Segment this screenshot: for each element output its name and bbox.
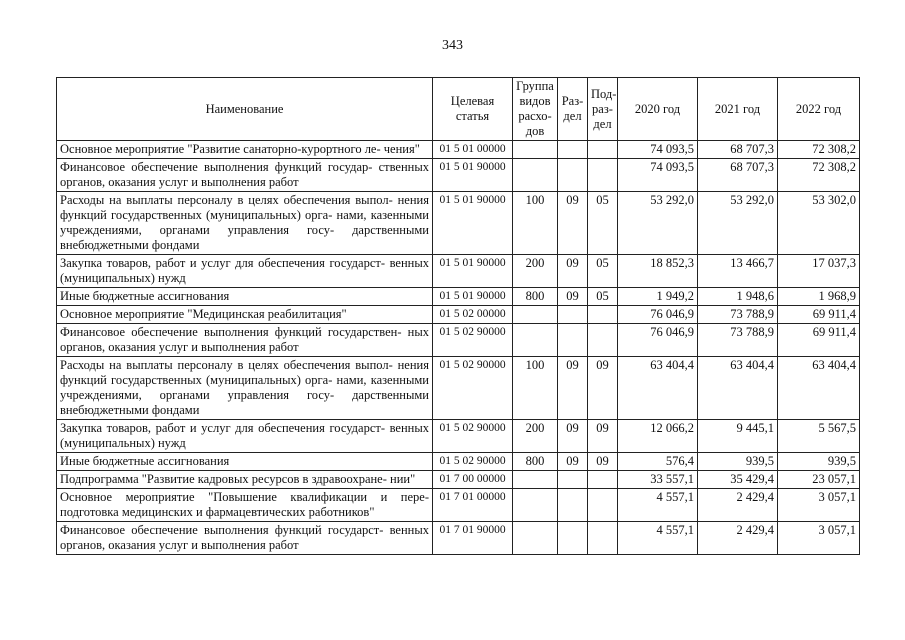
header-row bbox=[57, 78, 860, 141]
cell-subsection bbox=[588, 324, 618, 357]
cell-2021: 1 948,6 bbox=[698, 288, 778, 306]
cell-group bbox=[513, 141, 558, 159]
table-row bbox=[57, 420, 860, 453]
cell-name: Основное мероприятие "Развитие санаторно-курортного ле- чения" bbox=[57, 141, 433, 159]
table-row bbox=[57, 306, 860, 324]
cell-name: Расходы на выплаты персоналу в целях обеспечения выпол- нения функций государственных (муниципальных) орга- нами, казенными учреждениями, органами управления госу- дарственными внебюджетными фондами bbox=[57, 357, 433, 420]
cell-name: Закупка товаров, работ и услуг для обеспечения государст- венных (муниципальных) нужд bbox=[57, 420, 433, 453]
cell-2020: 76 046,9 bbox=[618, 306, 698, 324]
cell-2022: 3 057,1 bbox=[778, 489, 860, 522]
cell-2022: 939,5 bbox=[778, 453, 860, 471]
cell-name: Финансовое обеспечение выполнения функций государ- ственных органов, оказания услуг и выполнения работ bbox=[57, 159, 433, 192]
cell-2022: 23 057,1 bbox=[778, 471, 860, 489]
header-name: Наименование bbox=[57, 78, 433, 141]
cell-section: 09 bbox=[558, 357, 588, 420]
cell-target-code: 01 5 01 90000 bbox=[433, 159, 513, 192]
table-row bbox=[57, 255, 860, 288]
cell-group bbox=[513, 471, 558, 489]
cell-2021: 2 429,4 bbox=[698, 522, 778, 555]
cell-target-code: 01 5 01 90000 bbox=[433, 255, 513, 288]
cell-2021: 9 445,1 bbox=[698, 420, 778, 453]
cell-target-code: 01 5 01 90000 bbox=[433, 192, 513, 255]
table-row bbox=[57, 141, 860, 159]
cell-subsection bbox=[588, 141, 618, 159]
cell-group bbox=[513, 306, 558, 324]
cell-2020: 63 404,4 bbox=[618, 357, 698, 420]
cell-2022: 72 308,2 bbox=[778, 159, 860, 192]
cell-2022: 53 302,0 bbox=[778, 192, 860, 255]
header-target: Целевая статья bbox=[433, 78, 513, 141]
cell-2020: 53 292,0 bbox=[618, 192, 698, 255]
cell-group: 800 bbox=[513, 453, 558, 471]
cell-target-code: 01 5 01 00000 bbox=[433, 141, 513, 159]
cell-section bbox=[558, 141, 588, 159]
cell-2020: 576,4 bbox=[618, 453, 698, 471]
page-number: 343 bbox=[442, 38, 463, 53]
cell-name: Иные бюджетные ассигнования bbox=[57, 288, 433, 306]
cell-2020: 1 949,2 bbox=[618, 288, 698, 306]
cell-section: 09 bbox=[558, 192, 588, 255]
cell-2021: 68 707,3 bbox=[698, 141, 778, 159]
cell-subsection bbox=[588, 489, 618, 522]
cell-group bbox=[513, 489, 558, 522]
header-subsection: Под- раз- дел bbox=[588, 78, 618, 141]
cell-2020: 18 852,3 bbox=[618, 255, 698, 288]
cell-section: 09 bbox=[558, 288, 588, 306]
header-2020: 2020 год bbox=[618, 78, 698, 141]
cell-subsection: 09 bbox=[588, 453, 618, 471]
cell-2021: 73 788,9 bbox=[698, 306, 778, 324]
cell-2020: 4 557,1 bbox=[618, 489, 698, 522]
cell-group bbox=[513, 159, 558, 192]
cell-2021: 63 404,4 bbox=[698, 357, 778, 420]
cell-2021: 13 466,7 bbox=[698, 255, 778, 288]
cell-target-code: 01 7 01 90000 bbox=[433, 522, 513, 555]
cell-2020: 74 093,5 bbox=[618, 159, 698, 192]
cell-target-code: 01 5 02 90000 bbox=[433, 357, 513, 420]
cell-2020: 12 066,2 bbox=[618, 420, 698, 453]
cell-2021: 53 292,0 bbox=[698, 192, 778, 255]
cell-section bbox=[558, 324, 588, 357]
cell-group bbox=[513, 522, 558, 555]
cell-target-code: 01 5 02 90000 bbox=[433, 453, 513, 471]
cell-2022: 69 911,4 bbox=[778, 324, 860, 357]
cell-target-code: 01 5 02 90000 bbox=[433, 324, 513, 357]
cell-2022: 17 037,3 bbox=[778, 255, 860, 288]
cell-subsection: 05 bbox=[588, 192, 618, 255]
cell-section bbox=[558, 489, 588, 522]
cell-target-code: 01 7 00 00000 bbox=[433, 471, 513, 489]
cell-subsection bbox=[588, 159, 618, 192]
budget-table bbox=[56, 77, 860, 555]
cell-group: 800 bbox=[513, 288, 558, 306]
cell-name: Закупка товаров, работ и услуг для обеспечения государст- венных (муниципальных) нужд bbox=[57, 255, 433, 288]
cell-subsection: 05 bbox=[588, 288, 618, 306]
table-row bbox=[57, 453, 860, 471]
cell-name: Основное мероприятие "Повышение квалификации и пере- подготовка медицинских и фармацевтических работников" bbox=[57, 489, 433, 522]
table-row bbox=[57, 357, 860, 420]
cell-2022: 5 567,5 bbox=[778, 420, 860, 453]
cell-2020: 33 557,1 bbox=[618, 471, 698, 489]
cell-target-code: 01 7 01 00000 bbox=[433, 489, 513, 522]
cell-target-code: 01 5 02 90000 bbox=[433, 420, 513, 453]
cell-section: 09 bbox=[558, 420, 588, 453]
cell-section bbox=[558, 471, 588, 489]
cell-target-code: 01 5 02 00000 bbox=[433, 306, 513, 324]
cell-2022: 69 911,4 bbox=[778, 306, 860, 324]
cell-name: Основное мероприятие "Медицинская реабилитация" bbox=[57, 306, 433, 324]
cell-2022: 3 057,1 bbox=[778, 522, 860, 555]
cell-section bbox=[558, 159, 588, 192]
cell-2020: 76 046,9 bbox=[618, 324, 698, 357]
table-row bbox=[57, 471, 860, 489]
table-row bbox=[57, 324, 860, 357]
cell-2020: 4 557,1 bbox=[618, 522, 698, 555]
cell-subsection bbox=[588, 522, 618, 555]
cell-2021: 35 429,4 bbox=[698, 471, 778, 489]
cell-name: Финансовое обеспечение выполнения функций государст- венных органов, оказания услуг и выполнения работ bbox=[57, 522, 433, 555]
header-section: Раз- дел bbox=[558, 78, 588, 141]
cell-2022: 63 404,4 bbox=[778, 357, 860, 420]
table-body bbox=[57, 141, 860, 555]
cell-subsection: 05 bbox=[588, 255, 618, 288]
cell-target-code: 01 5 01 90000 bbox=[433, 288, 513, 306]
cell-subsection: 09 bbox=[588, 420, 618, 453]
table-row bbox=[57, 288, 860, 306]
cell-group: 100 bbox=[513, 192, 558, 255]
table-row bbox=[57, 192, 860, 255]
cell-section bbox=[558, 306, 588, 324]
header-2021: 2021 год bbox=[698, 78, 778, 141]
cell-name: Финансовое обеспечение выполнения функций государствен- ных органов, оказания услуг и выполнения работ bbox=[57, 324, 433, 357]
cell-subsection bbox=[588, 306, 618, 324]
cell-2021: 2 429,4 bbox=[698, 489, 778, 522]
cell-group: 200 bbox=[513, 420, 558, 453]
cell-2020: 74 093,5 bbox=[618, 141, 698, 159]
cell-subsection: 09 bbox=[588, 357, 618, 420]
cell-2022: 1 968,9 bbox=[778, 288, 860, 306]
cell-group bbox=[513, 324, 558, 357]
cell-section: 09 bbox=[558, 453, 588, 471]
cell-section bbox=[558, 522, 588, 555]
cell-2021: 939,5 bbox=[698, 453, 778, 471]
cell-2022: 72 308,2 bbox=[778, 141, 860, 159]
cell-2021: 68 707,3 bbox=[698, 159, 778, 192]
cell-group: 100 bbox=[513, 357, 558, 420]
header-group: Группа видов расхо- дов bbox=[513, 78, 558, 141]
table-row bbox=[57, 159, 860, 192]
header-2022: 2022 год bbox=[778, 78, 860, 141]
cell-group: 200 bbox=[513, 255, 558, 288]
cell-section: 09 bbox=[558, 255, 588, 288]
cell-name: Иные бюджетные ассигнования bbox=[57, 453, 433, 471]
table-row bbox=[57, 522, 860, 555]
cell-name: Подпрограмма "Развитие кадровых ресурсов в здравоохране- нии" bbox=[57, 471, 433, 489]
cell-2021: 73 788,9 bbox=[698, 324, 778, 357]
cell-subsection bbox=[588, 471, 618, 489]
table-row bbox=[57, 489, 860, 522]
cell-name: Расходы на выплаты персоналу в целях обеспечения выпол- нения функций государственных (муниципальных) орга- нами, казенными учреждениями, органами управления госу- дарственными внебюджетными фондами bbox=[57, 192, 433, 255]
